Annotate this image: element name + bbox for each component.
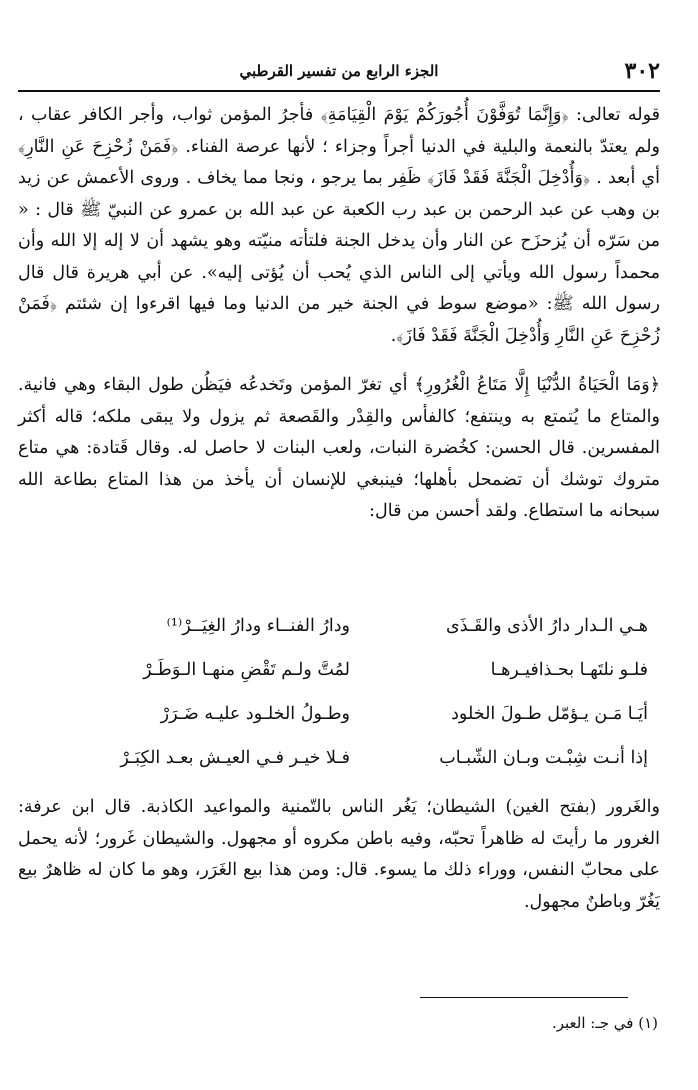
verse-second-hemistich: فـلا خيـر فـي العيـش بعـد الكِبَـرْ (120, 748, 350, 768)
verse-second-hemistich: لمُتَّ ولـم تَقْضِ منهـا الـوَطَـرْ (143, 660, 350, 680)
footnote: (١) في جـ: العبر. (551, 1014, 658, 1032)
verse-second-hemistich: ودارُ الفنــاء ودارُ الغِيَــرْ⁽¹⁾ (166, 616, 350, 636)
paragraph: قوله تعالى: ﴿وَإِنَّمَا تُوَفَّوْنَ أُجُورَكُمْ يَوْمَ الْقِيَامَةِ﴾ فأجرُ المؤمن ثواب، وأجر الكافر عقاب ، ولم يعتدّ بالنعمة والبلية في الدنيا أجراً وجزاء ؛ لأنها عرصة الفناء. ﴿فَمَنْ زُحْزِحَ عَنِ النَّارِ﴾ أي أبعد . ﴿وَأُدْخِلَ الْجَنَّةَ فَقَدْ فَازَ﴾ ظَفِر بما يرجو ، ونجا مما يخاف . وروى الأعمش عن زيد بن وهب عن عبد الرحمن بن عبد رب الكعبة عن عبد الله بن عمرو عن النبيّ ﷺ قال : « من سَرّه أن يُزحزَح عن النار وأن يدخل الجنة فلتأته منيّته وهو يشهد أن لا إله إلا الله وأن محمداً رسول الله ويأتي إلى الناس الذي يُحب أن يُؤتى إليه». عن أبي هريرة قال قال رسول الله ﷺ: «موضع سوط في الجنة خير من الدنيا وما فيها اقرءوا إن شئتم ﴿فَمَنْ زُحْزِحَ عَنِ النَّارِ وَأُدْخِلَ الْجَنَّةَ فَقَدْ فَازَ﴾. (18, 105, 660, 346)
verse-first-hemistich: إذا أنـت شِبْـت وبـان الشّبـاب (439, 748, 648, 768)
verse-first-hemistich: أيَـا مَـن يـؤمّل طـولَ الخلود (451, 704, 648, 724)
verse-second-hemistich: وطـولُ الخلـود عليـه ضَـرَرْ (160, 704, 350, 724)
running-head: الجزء الرابع من تفسير القرطبي (239, 62, 439, 80)
poem (40, 616, 648, 786)
page-number: ٣٠٢ (624, 58, 660, 84)
poem-verse (40, 660, 648, 694)
closing-text (18, 792, 660, 918)
poem-verse (40, 616, 648, 650)
page-header (18, 56, 660, 92)
footnote-divider (420, 997, 628, 998)
verse-first-hemistich: هـي الـدار دارُ الأذى والقَـذَى (446, 616, 648, 636)
verse-first-hemistich: فلـو نلتَهـا بحـذافيـرهـا (490, 660, 648, 680)
poem-verse (40, 704, 648, 738)
paragraph: ﴿وَمَا الْحَيَاةُ الدُّنْيَا إِلَّا مَتَاعُ الْغُرُورِ﴾ أي تغرّ المؤمن وتَخدعُه فيَظُن طول البقاء وهي فانية. والمتاع ما يُتمتع به وينتفع؛ كالفأس والقِدْر والقَصعة ثم يزول ولا يبقى ملكه؛ قاله أكثر المفسرين. قال الحسن: كخُضرة النبات، ولعب البنات لا حاصل له. وقال قَتادة: هي متاع متروك توشك أن تضمحل بأهلها؛ فينبغي للإنسان أن يأخذ من هذا المتاع بطاعة الله سبحانه ما استطاع. ولقد أحسن من قال: (18, 375, 660, 521)
main-text (18, 100, 660, 528)
paragraph: والغَرور (بفتح الغين) الشيطان؛ يَغُر الناس بالتّمنية والمواعيد الكاذبة. قال ابن عرفة: الغرور ما رأيتَ له ظاهراً تحبّه، وفيه باطن مكروه أو مجهول. والشيطان غَرور؛ لأنه يحمل على محابّ النفس، ووراء ذلك ما يسوء. قال: ومن هذا بيع الغَرَر، وهو ما كان له ظاهرٌ بيع يَغُرّ وباطنٌ مجهول. (18, 797, 660, 912)
poem-verse (40, 748, 648, 782)
